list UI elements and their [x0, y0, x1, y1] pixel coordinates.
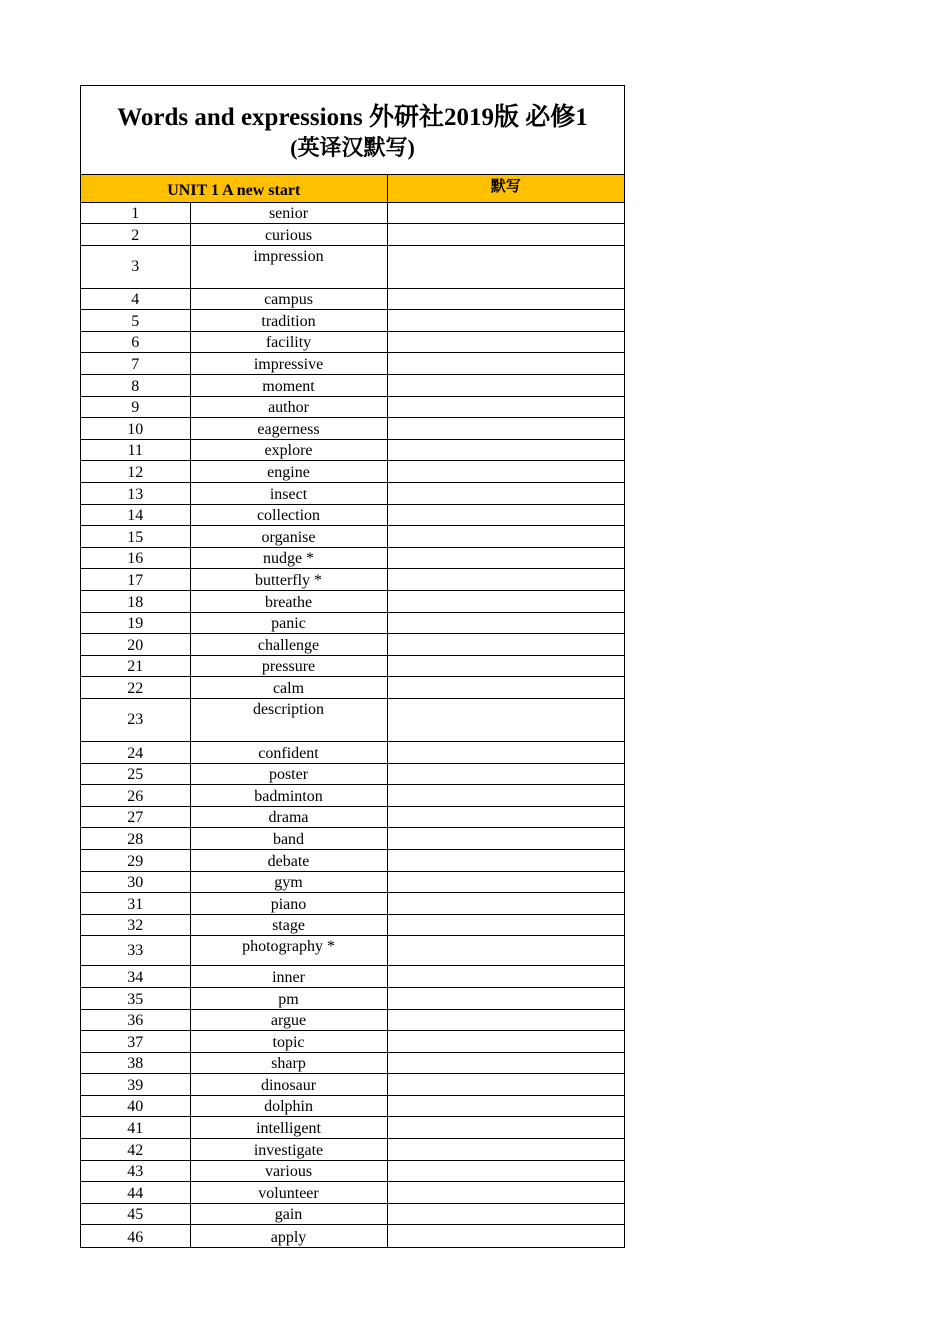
table-row — [81, 245, 624, 288]
vocabulary-word: sharp — [190, 1052, 387, 1074]
table-row — [81, 828, 624, 850]
dictation-answer-cell[interactable] — [387, 785, 624, 807]
dictation-answer-cell[interactable] — [387, 418, 624, 440]
row-number: 17 — [81, 569, 190, 591]
vocabulary-word: volunteer — [190, 1182, 387, 1204]
vocabulary-word: pressure — [190, 655, 387, 677]
dictation-answer-cell[interactable] — [387, 331, 624, 353]
dictation-answer-cell[interactable] — [387, 288, 624, 310]
row-number: 1 — [81, 202, 190, 224]
vocabulary-word: eagerness — [190, 418, 387, 440]
dictation-answer-cell[interactable] — [387, 828, 624, 850]
dictation-answer-cell[interactable] — [387, 741, 624, 763]
vocabulary-word: collection — [190, 504, 387, 526]
table-row — [81, 569, 624, 591]
dictation-header: 默写 — [387, 175, 624, 202]
vocabulary-word: breathe — [190, 591, 387, 613]
dictation-answer-cell[interactable] — [387, 1225, 624, 1247]
dictation-answer-cell[interactable] — [387, 202, 624, 224]
dictation-answer-cell[interactable] — [387, 245, 624, 288]
vocabulary-word: topic — [190, 1031, 387, 1053]
dictation-answer-cell[interactable] — [387, 1095, 624, 1117]
row-number: 11 — [81, 439, 190, 461]
vocabulary-word: dolphin — [190, 1095, 387, 1117]
dictation-answer-cell[interactable] — [387, 634, 624, 656]
dictation-answer-cell[interactable] — [387, 461, 624, 483]
table-row — [81, 785, 624, 807]
row-number: 43 — [81, 1160, 190, 1182]
row-number: 46 — [81, 1225, 190, 1247]
vocabulary-word: drama — [190, 806, 387, 828]
dictation-answer-cell[interactable] — [387, 893, 624, 915]
vocabulary-word: senior — [190, 202, 387, 224]
table-row — [81, 396, 624, 418]
table-row — [81, 1009, 624, 1031]
vocabulary-word: explore — [190, 439, 387, 461]
vocabulary-word: tradition — [190, 310, 387, 332]
dictation-answer-cell[interactable] — [387, 591, 624, 613]
table-row — [81, 418, 624, 440]
row-number: 8 — [81, 375, 190, 397]
dictation-answer-cell[interactable] — [387, 871, 624, 893]
vocabulary-word: photography * — [190, 936, 387, 966]
table-row — [81, 526, 624, 548]
vocabulary-word: gym — [190, 871, 387, 893]
vocabulary-word: author — [190, 396, 387, 418]
dictation-answer-cell[interactable] — [387, 914, 624, 936]
dictation-answer-cell[interactable] — [387, 763, 624, 785]
dictation-answer-cell[interactable] — [387, 677, 624, 699]
table-row — [81, 547, 624, 569]
row-number: 33 — [81, 936, 190, 966]
row-number: 27 — [81, 806, 190, 828]
table-row — [81, 936, 624, 966]
table-row — [81, 1182, 624, 1204]
row-number: 10 — [81, 418, 190, 440]
row-number: 4 — [81, 288, 190, 310]
table-row — [81, 1139, 624, 1161]
row-number: 13 — [81, 483, 190, 505]
dictation-answer-cell[interactable] — [387, 1009, 624, 1031]
vocabulary-word: panic — [190, 612, 387, 634]
row-number: 45 — [81, 1203, 190, 1225]
dictation-answer-cell[interactable] — [387, 526, 624, 548]
dictation-answer-cell[interactable] — [387, 310, 624, 332]
vocabulary-word: pm — [190, 987, 387, 1009]
vocabulary-word: impression — [190, 245, 387, 288]
vocabulary-word: engine — [190, 461, 387, 483]
vocabulary-word: band — [190, 828, 387, 850]
row-number: 28 — [81, 828, 190, 850]
row-number: 5 — [81, 310, 190, 332]
row-number: 39 — [81, 1074, 190, 1096]
row-number: 32 — [81, 914, 190, 936]
table-row — [81, 1225, 624, 1247]
vocabulary-table — [81, 175, 624, 1247]
row-number: 26 — [81, 785, 190, 807]
vocabulary-word: intelligent — [190, 1117, 387, 1139]
table-row — [81, 288, 624, 310]
dictation-answer-cell[interactable] — [387, 698, 624, 741]
dictation-answer-cell[interactable] — [387, 1203, 624, 1225]
dictation-answer-cell[interactable] — [387, 1052, 624, 1074]
worksheet — [80, 85, 625, 1248]
row-number: 9 — [81, 396, 190, 418]
vocabulary-word: investigate — [190, 1139, 387, 1161]
row-number: 14 — [81, 504, 190, 526]
table-row — [81, 375, 624, 397]
vocabulary-word: nudge * — [190, 547, 387, 569]
table-header-row — [81, 175, 624, 202]
dictation-answer-cell[interactable] — [387, 612, 624, 634]
table-row — [81, 1160, 624, 1182]
table-row — [81, 504, 624, 526]
vocabulary-word: description — [190, 698, 387, 741]
dictation-answer-cell[interactable] — [387, 1139, 624, 1161]
table-row — [81, 461, 624, 483]
vocabulary-word: debate — [190, 849, 387, 871]
table-row — [81, 655, 624, 677]
row-number: 3 — [81, 245, 190, 288]
row-number: 25 — [81, 763, 190, 785]
row-number: 7 — [81, 353, 190, 375]
vocabulary-word: facility — [190, 331, 387, 353]
row-number: 37 — [81, 1031, 190, 1053]
vocabulary-word: impressive — [190, 353, 387, 375]
row-number: 31 — [81, 893, 190, 915]
row-number: 23 — [81, 698, 190, 741]
dictation-answer-cell[interactable] — [387, 396, 624, 418]
dictation-answer-cell[interactable] — [387, 569, 624, 591]
dictation-answer-cell[interactable] — [387, 936, 624, 966]
row-number: 41 — [81, 1117, 190, 1139]
vocabulary-word: argue — [190, 1009, 387, 1031]
title-block — [81, 86, 624, 175]
dictation-answer-cell[interactable] — [387, 375, 624, 397]
table-row — [81, 849, 624, 871]
row-number: 40 — [81, 1095, 190, 1117]
page-subtitle: (英译汉默写) — [290, 135, 415, 160]
table-row — [81, 591, 624, 613]
row-number: 24 — [81, 741, 190, 763]
row-number: 18 — [81, 591, 190, 613]
dictation-answer-cell[interactable] — [387, 849, 624, 871]
row-number: 29 — [81, 849, 190, 871]
row-number: 20 — [81, 634, 190, 656]
row-number: 44 — [81, 1182, 190, 1204]
vocabulary-word: poster — [190, 763, 387, 785]
vocabulary-word: dinosaur — [190, 1074, 387, 1096]
table-row — [81, 353, 624, 375]
table-row — [81, 914, 624, 936]
table-row — [81, 634, 624, 656]
dictation-answer-cell[interactable] — [387, 1182, 624, 1204]
dictation-answer-cell[interactable] — [387, 966, 624, 988]
row-number: 21 — [81, 655, 190, 677]
dictation-answer-cell[interactable] — [387, 655, 624, 677]
dictation-answer-cell[interactable] — [387, 1031, 624, 1053]
table-row — [81, 310, 624, 332]
table-row — [81, 698, 624, 741]
row-number: 34 — [81, 966, 190, 988]
table-row — [81, 1052, 624, 1074]
vocabulary-word: piano — [190, 893, 387, 915]
dictation-answer-cell[interactable] — [387, 1117, 624, 1139]
table-row — [81, 1074, 624, 1096]
table-row — [81, 202, 624, 224]
table-row — [81, 966, 624, 988]
vocabulary-word: moment — [190, 375, 387, 397]
row-number: 16 — [81, 547, 190, 569]
vocabulary-word: various — [190, 1160, 387, 1182]
row-number: 22 — [81, 677, 190, 699]
table-row — [81, 612, 624, 634]
vocabulary-word: challenge — [190, 634, 387, 656]
unit-header: UNIT 1 A new start — [81, 175, 387, 202]
row-number: 15 — [81, 526, 190, 548]
vocabulary-word: apply — [190, 1225, 387, 1247]
row-number: 2 — [81, 224, 190, 246]
dictation-answer-cell[interactable] — [387, 439, 624, 461]
vocabulary-word: badminton — [190, 785, 387, 807]
vocabulary-word: insect — [190, 483, 387, 505]
table-row — [81, 806, 624, 828]
dictation-answer-cell[interactable] — [387, 1074, 624, 1096]
table-row — [81, 1031, 624, 1053]
table-row — [81, 224, 624, 246]
row-number: 35 — [81, 987, 190, 1009]
vocabulary-word: organise — [190, 526, 387, 548]
row-number: 30 — [81, 871, 190, 893]
table-row — [81, 439, 624, 461]
row-number: 6 — [81, 331, 190, 353]
vocabulary-word: calm — [190, 677, 387, 699]
vocabulary-word: confident — [190, 741, 387, 763]
vocabulary-word: stage — [190, 914, 387, 936]
dictation-answer-cell[interactable] — [387, 987, 624, 1009]
table-row — [81, 741, 624, 763]
table-row — [81, 1095, 624, 1117]
dictation-answer-cell[interactable] — [387, 1160, 624, 1182]
table-row — [81, 987, 624, 1009]
table-row — [81, 1203, 624, 1225]
table-body — [81, 202, 624, 1247]
table-row — [81, 1117, 624, 1139]
table-row — [81, 677, 624, 699]
vocabulary-word: gain — [190, 1203, 387, 1225]
vocabulary-word: butterfly * — [190, 569, 387, 591]
vocabulary-word: campus — [190, 288, 387, 310]
table-row — [81, 871, 624, 893]
dictation-answer-cell[interactable] — [387, 353, 624, 375]
row-number: 38 — [81, 1052, 190, 1074]
dictation-answer-cell[interactable] — [387, 224, 624, 246]
row-number: 36 — [81, 1009, 190, 1031]
page-title: Words and expressions 外研社2019版 必修1 — [117, 104, 588, 131]
row-number: 42 — [81, 1139, 190, 1161]
table-row — [81, 893, 624, 915]
vocabulary-word: curious — [190, 224, 387, 246]
table-row — [81, 483, 624, 505]
dictation-answer-cell[interactable] — [387, 504, 624, 526]
row-number: 12 — [81, 461, 190, 483]
table-row — [81, 331, 624, 353]
dictation-answer-cell[interactable] — [387, 483, 624, 505]
row-number: 19 — [81, 612, 190, 634]
dictation-answer-cell[interactable] — [387, 547, 624, 569]
dictation-answer-cell[interactable] — [387, 806, 624, 828]
vocabulary-word: inner — [190, 966, 387, 988]
table-row — [81, 763, 624, 785]
